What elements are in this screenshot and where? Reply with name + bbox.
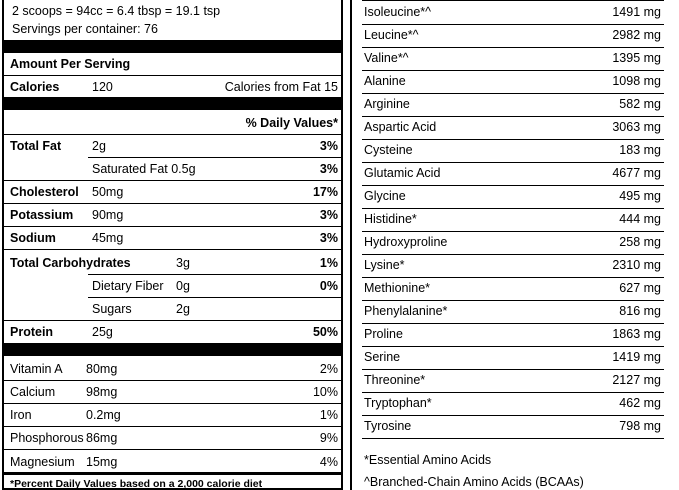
amino-row [362, 208, 664, 232]
amino-amount: 2310 mg [612, 258, 661, 272]
vitamin-label: Iron [10, 408, 32, 422]
amino-name: Glutamic Acid [364, 166, 441, 180]
amino-name: Isoleucine*^ [364, 5, 432, 19]
divider [4, 403, 341, 404]
vitamin-amount: 0.2mg [86, 408, 121, 422]
amino-amount: 816 mg [619, 304, 661, 318]
nutrient-label: Sodium [10, 231, 56, 245]
amino-row [362, 162, 664, 186]
amino-row [362, 47, 664, 71]
amino-amount: 4677 mg [612, 166, 661, 180]
amino-amount: 582 mg [619, 97, 661, 111]
servings-per-container: Servings per container: 76 [12, 22, 158, 36]
amount-per-serving-heading: Amount Per Serving [10, 57, 131, 71]
divider [88, 274, 341, 275]
amino-amount: 1419 mg [612, 350, 661, 364]
nutrient-dv: 3% [319, 139, 338, 153]
amino-name: Histidine* [364, 212, 417, 226]
divider [4, 249, 341, 250]
amino-amount: 495 mg [619, 189, 661, 203]
amino-row [362, 392, 664, 416]
amino-amount: 798 mg [619, 419, 661, 433]
nutrient-amount: 25g [92, 325, 113, 339]
amino-row [362, 415, 664, 439]
vitamin-dv: 1% [319, 408, 338, 422]
amino-row [362, 231, 664, 255]
nutrient-dv: 1% [319, 256, 338, 270]
nutrient-dv: 3% [319, 208, 338, 222]
calories-from-fat: Calories from Fat 15 [224, 80, 338, 94]
vitamin-dv: 4% [319, 455, 338, 469]
nutrient-label: Protein [10, 325, 54, 339]
vitamin-label: Phosphorous [10, 431, 84, 445]
amino-row [362, 346, 664, 370]
amino-row [362, 70, 664, 94]
nutrient-label: Total Carbohydrates [10, 256, 131, 270]
amino-name: Methionine* [364, 281, 431, 295]
nutrient-amount: 90mg [92, 208, 124, 222]
amino-amount: 627 mg [619, 281, 661, 295]
nutrient-label: Sugars [92, 302, 132, 316]
amino-name: Glycine [364, 189, 406, 203]
amino-name: Threonine* [364, 373, 426, 387]
amino-amount: 1491 mg [612, 5, 661, 19]
amino-row [362, 93, 664, 117]
amino-row [362, 277, 664, 301]
amino-acid-panel [350, 0, 676, 490]
amino-amount: 1395 mg [612, 51, 661, 65]
amino-row [362, 139, 664, 163]
vitamin-dv: 9% [319, 431, 338, 445]
amino-amount: 258 mg [619, 235, 661, 249]
thick-divider [4, 97, 341, 110]
amino-amount: 462 mg [619, 396, 661, 410]
amino-name: Tryptophan* [364, 396, 432, 410]
divider [4, 203, 341, 204]
amino-row [362, 1, 664, 25]
amino-name: Phenylalanine* [364, 304, 448, 318]
amino-row [362, 369, 664, 393]
essential-amino-note: *Essential Amino Acids [364, 453, 492, 467]
amino-name: Leucine*^ [364, 28, 419, 42]
amino-amount: 2127 mg [612, 373, 661, 387]
nutrient-label: Cholesterol [10, 185, 79, 199]
nutrient-amount: 3g [176, 256, 190, 270]
divider [4, 134, 341, 135]
thick-divider [4, 472, 341, 475]
nutrient-dv: 0% [319, 279, 338, 293]
nutrient-dv: 3% [319, 162, 338, 176]
nutrient-amount: 45mg [92, 231, 124, 245]
thick-divider [4, 40, 341, 53]
amino-row [362, 300, 664, 324]
vitamin-dv: 10% [312, 385, 338, 399]
divider [4, 75, 341, 76]
bcaa-note: ^Branched-Chain Amino Acids (BCAAs) [364, 475, 584, 489]
amino-amount: 183 mg [619, 143, 661, 157]
calories-value: 120 [92, 80, 113, 94]
amino-name: Lysine* [364, 258, 405, 272]
divider [4, 380, 341, 381]
nutrient-label: Dietary Fiber [92, 279, 164, 293]
nutrient-amount: 2g [176, 302, 190, 316]
nutrient-amount: 2g [92, 139, 106, 153]
divider [88, 157, 341, 158]
vitamin-label: Magnesium [10, 455, 75, 469]
vitamin-amount: 98mg [86, 385, 118, 399]
vitamin-amount: 80mg [86, 362, 118, 376]
vitamin-amount: 15mg [86, 455, 118, 469]
amino-name: Valine*^ [364, 51, 409, 65]
amino-name: Proline [364, 327, 403, 341]
amino-name: Hydroxyproline [364, 235, 448, 249]
amino-amount: 1098 mg [612, 74, 661, 88]
nutrient-amount: 50mg [92, 185, 124, 199]
amino-amount: 2982 mg [612, 28, 661, 42]
amino-name: Aspartic Acid [364, 120, 437, 134]
thick-divider [4, 343, 341, 356]
daily-values-header: % Daily Values* [245, 116, 338, 130]
amino-name: Serine [364, 350, 401, 364]
nutrient-label: Total Fat [10, 139, 62, 153]
vitamin-amount: 86mg [86, 431, 118, 445]
serving-size-line: 2 scoops = 94cc = 6.4 tbsp = 19.1 tsp [12, 4, 221, 18]
amino-name: Arginine [364, 97, 410, 111]
vitamin-label: Vitamin A [10, 362, 63, 376]
amino-row [362, 185, 664, 209]
nutrition-facts-panel [2, 0, 343, 490]
divider [4, 226, 341, 227]
nutrient-dv: 3% [319, 231, 338, 245]
amino-row [362, 254, 664, 278]
amino-row [362, 24, 664, 48]
nutrient-label: Saturated Fat 0.5g [92, 162, 196, 176]
divider [4, 426, 341, 427]
amino-amount: 444 mg [619, 212, 661, 226]
amino-name: Cysteine [364, 143, 413, 157]
vitamin-dv: 2% [319, 362, 338, 376]
footnote: *Percent Daily Values based on a 2,000 calorie diet [10, 478, 263, 490]
divider [4, 449, 341, 450]
amino-row [362, 116, 664, 140]
nutrient-dv: 50% [312, 325, 338, 339]
nutrient-label: Potassium [10, 208, 74, 222]
amino-amount: 3063 mg [612, 120, 661, 134]
nutrient-dv: 17% [312, 185, 338, 199]
amino-row [362, 323, 664, 347]
nutrient-amount: 0g [176, 279, 190, 293]
amino-name: Alanine [364, 74, 406, 88]
amino-name: Tyrosine [364, 419, 412, 433]
calories-label: Calories [10, 80, 60, 94]
divider [4, 180, 341, 181]
divider [88, 297, 341, 298]
vitamin-label: Calcium [10, 385, 56, 399]
divider [4, 320, 341, 321]
amino-amount: 1863 mg [612, 327, 661, 341]
